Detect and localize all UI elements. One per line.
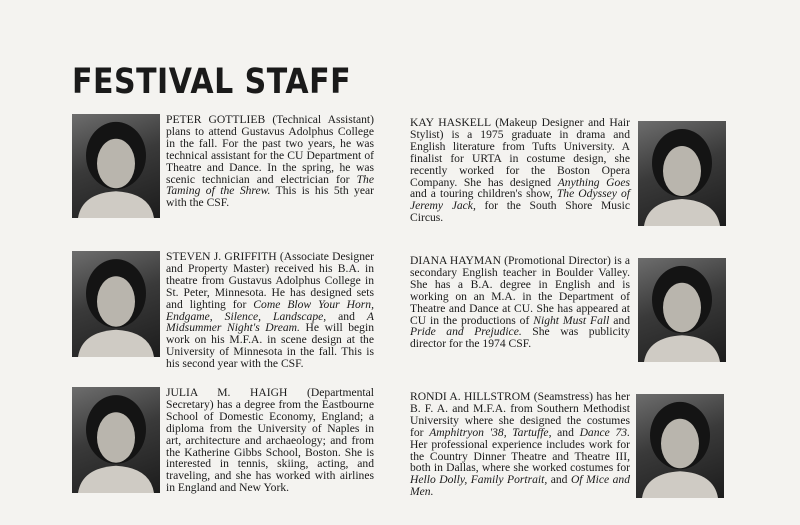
staff-photo bbox=[72, 251, 160, 357]
bio-text: Dance 73. bbox=[579, 425, 630, 439]
bio-text: The Odyssey of Jeremy Jack, bbox=[410, 187, 631, 213]
bio-text: Anything Goes bbox=[557, 175, 630, 189]
staff-name: KAY HASKELL bbox=[410, 116, 491, 129]
bio-text: The Taming of the Shrew. bbox=[166, 172, 374, 198]
staff-name: DIANA HAYMAN bbox=[410, 254, 501, 267]
bio-text: Night Must Fall bbox=[533, 313, 610, 327]
staff-name: JULIA M. HAIGH bbox=[166, 386, 288, 399]
staff-role: (Seamstress) bbox=[533, 390, 594, 403]
bio-text: This is his 5th year with the CSF. bbox=[166, 184, 375, 210]
staff-role: (Makeup Designer and Hair Stylist) bbox=[410, 116, 630, 141]
bio-text: He will begin work on his M.F.A. in scene design at the University of Minnesota in the fall. This is his second year with the CSF. bbox=[166, 321, 374, 371]
staff-name: RONDI A. HILLSTROM bbox=[410, 390, 531, 403]
page-title: FESTIVAL STAFF bbox=[72, 62, 352, 103]
bio-text: and bbox=[326, 309, 367, 323]
bio-text: Hello Dolly, Family Portrait, bbox=[410, 473, 548, 487]
staff-bio bbox=[166, 251, 374, 370]
staff-bio bbox=[166, 387, 374, 494]
staff-photo bbox=[72, 387, 160, 493]
bio-text: Her professional experience includes work for the Country Dinner Theatre and Theatre III, both in Dallas, where she worked costumes for bbox=[410, 437, 630, 475]
staff-role: (Associate Designer and Property Master) bbox=[166, 250, 375, 275]
staff-photo bbox=[638, 121, 726, 226]
staff-name: STEVEN J. GRIFFITH bbox=[166, 250, 277, 263]
staff-photo bbox=[636, 394, 724, 498]
staff-role: (Promotional Director) bbox=[504, 254, 611, 267]
bio-text: A Midsummer Night's Dream. bbox=[166, 309, 374, 335]
bio-text: is a 1975 graduate in drama and English literature from Tufts University. A finalist for URTA in costume design, she recently worked for the Boston Opera Company. She has designed bbox=[410, 127, 630, 189]
bio-text: and bbox=[547, 473, 571, 487]
bio-text: received his B.A. in theatre from Gustavus Adolphus College in St. Peter, Minnesota. He has designed sets and lighting for bbox=[166, 261, 374, 311]
bio-text: She was publicity director for the 1974 CSF. bbox=[410, 325, 630, 351]
bio-text: has her B. F. A. and M.F.A. from Southern Methodist University where she designed the costumes for bbox=[410, 390, 630, 439]
staff-bio bbox=[166, 114, 374, 209]
staff-bio bbox=[410, 391, 630, 498]
bio-text: and bbox=[551, 425, 580, 439]
bio-text: and a touring children's show, bbox=[410, 187, 557, 201]
bio-text: for the South Shore Music Circus. bbox=[410, 199, 630, 225]
bio-text: plans to attend Gustavus Adolphus College in the fall. For the past two years, he was technical assistant for the CU Department of Theatre and Dance. In the spring, he was scenic technician and electrician for bbox=[166, 124, 374, 186]
bio-text: Of Mice and Men. bbox=[410, 473, 631, 499]
staff-bio bbox=[410, 255, 630, 350]
bio-text: is a secondary English teacher in Boulder Valley. She has a B.A. degree in English and is working on an M.A. in the Department of Theatre and Dance at CU. She has appeared at CU in the productions of bbox=[410, 254, 630, 327]
staff-name: PETER GOTTLIEB bbox=[166, 113, 266, 126]
bio-text: Amphitryon '38, Tartuffe, bbox=[429, 425, 552, 439]
bio-text: Pride and Prejudice. bbox=[410, 325, 522, 339]
staff-photo bbox=[72, 114, 160, 218]
staff-role: (Technical Assistant) bbox=[272, 113, 374, 126]
staff-role: (Departmental Secretary) bbox=[166, 386, 374, 411]
bio-text: has a degree from the Eastbourne School of Domestic Economy, England; a diploma from the University of Naples in art, architecture and archaeology; and from the Katherine Gibbs School, Boston. She is interested in tennis, skiing, acting, and traveling, and she has worked with airlines in England and New York. bbox=[166, 397, 374, 495]
staff-photo bbox=[638, 258, 726, 362]
bio-text: and bbox=[609, 313, 631, 327]
staff-bio bbox=[410, 117, 630, 224]
bio-text: Come Blow Your Horn, Endgame, Silence, Landscape, bbox=[166, 297, 374, 323]
